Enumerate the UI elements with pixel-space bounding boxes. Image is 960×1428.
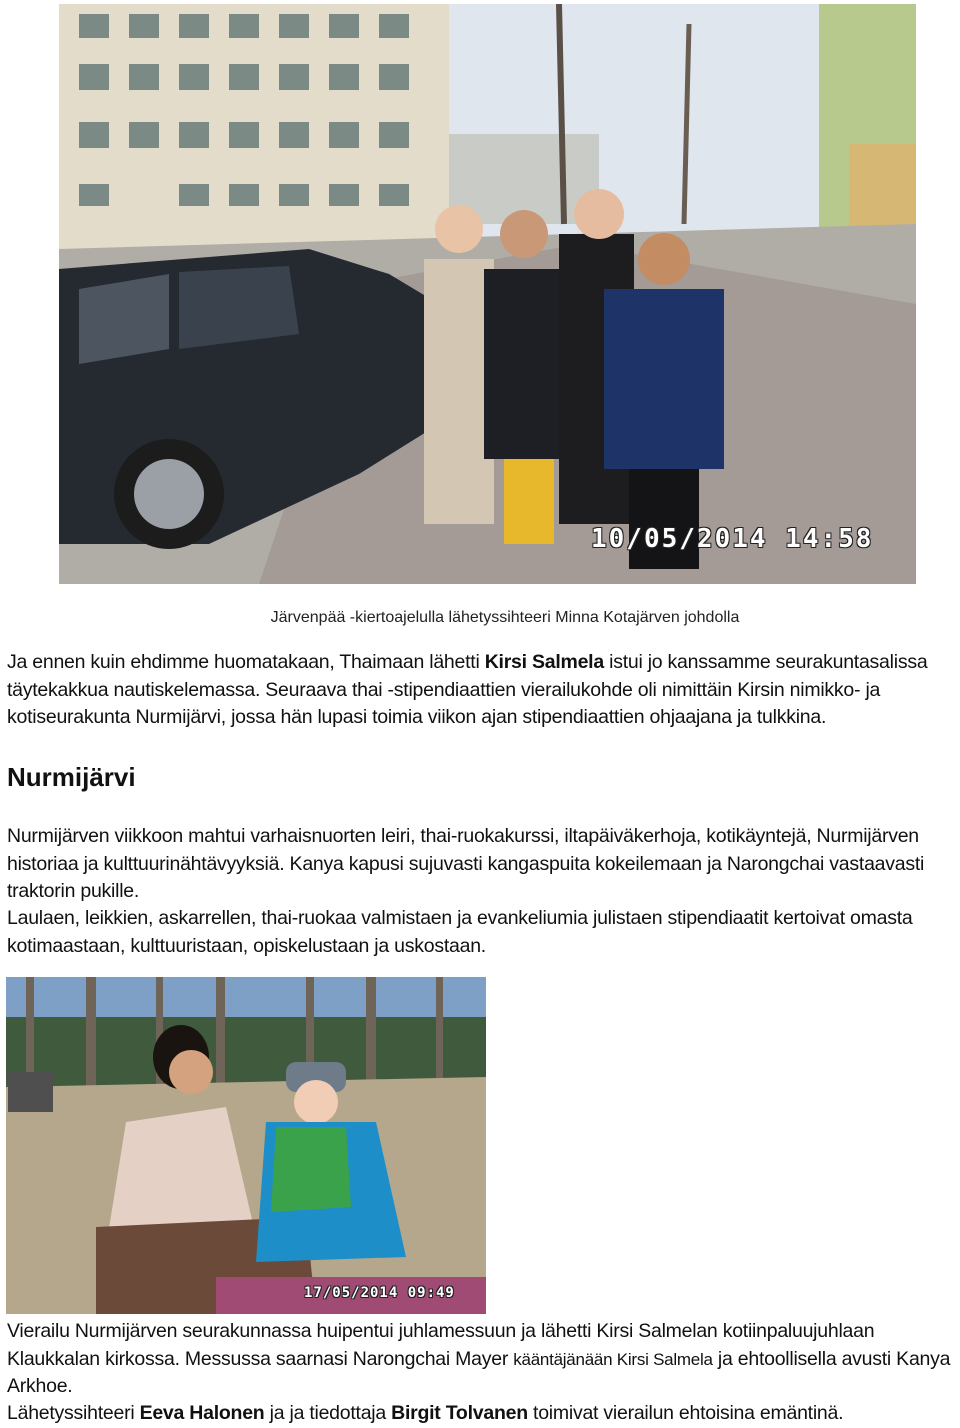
paragraph-text: Ja ennen kuin ehdimme huomatakaan, Thaimaan lähetti xyxy=(7,651,485,673)
paragraph-nurmijarvi-week: Nurmijärven viikkoon mahtui varhaisnuorten leiri, thai-ruokakurssi, iltapäiväkerhoja, kotikäyntejä, Nurmijärven historiaa ja kulttuurinähtävyyksiä. Kanya kapusi sujuvasti kangaspuita kokeilemaan ja Narongchai vastaavasti traktorin pukille. xyxy=(7,825,925,902)
paragraph-text: Lähetyssihteeri xyxy=(7,1402,140,1424)
photo-timestamp: 17/05/2014 09:49 xyxy=(304,1285,455,1301)
photo-jarvenpaa-tour xyxy=(59,4,916,584)
person-name: Kirsi Salmela xyxy=(484,651,604,673)
paragraph-hostesses xyxy=(7,1400,959,1428)
person-name: Birgit Tolvanen xyxy=(391,1402,528,1424)
photo-caption: Järvenpää -kiertoajelulla lähetyssihteeri Minna Kotajärven johdolla xyxy=(270,609,740,626)
paragraph-text: ja ja tiedottaja xyxy=(264,1402,392,1424)
person-name: Eeva Halonen xyxy=(139,1402,265,1424)
paragraph-text: toimivat vierailun ehtoisina emäntinä. xyxy=(527,1402,844,1424)
paragraph-text: Vierailu Nurmijärven seurakunnassa huipentui juhlamessuun ja lähetti Kirsi Salmelan kotiinpaluujuhlaan Klaukkalan kirkossa. Messussa saarnasi Narongchai Mayer xyxy=(7,1320,875,1370)
paragraph-kirsi-arrival xyxy=(7,649,959,732)
photo-nurmijarvi-forest xyxy=(6,977,486,1314)
photo-timestamp: 10/05/2014 14:58 xyxy=(591,524,874,554)
paragraph-text: istui jo kanssamme seurakuntasalissa täytekakkua nautiskelemassa. Seuraava thai -stipendiaattien vierailukohde oli nimittäin Kirsin nimikko- ja kotiseurakunta Nurmijärvi, jossa hän lupasi toimia viikon ajan stipendiaattien ohjaajana ja tulkkina. xyxy=(7,651,928,728)
paragraph-festival-mass xyxy=(7,1318,959,1401)
paragraph-text: ja ehtoollisella avusti Kanya Arkhoe. xyxy=(7,1347,951,1397)
photo-jarvenpaa-illustration xyxy=(59,4,916,584)
section-heading: Nurmijärvi xyxy=(7,762,136,792)
photo-forest-illustration xyxy=(6,977,486,1314)
paragraph-activities: Laulaen, leikkien, askarrellen, thai-ruokaa valmistaen ja evankeliumia julistaen stipendiaatit kertoivat omasta kotimaastaan, kulttuuristaan, opiskelustaan ja uskostaan. xyxy=(7,907,913,957)
paragraph-small-text: kääntäjänään Kirsi Salmela xyxy=(513,1349,713,1369)
